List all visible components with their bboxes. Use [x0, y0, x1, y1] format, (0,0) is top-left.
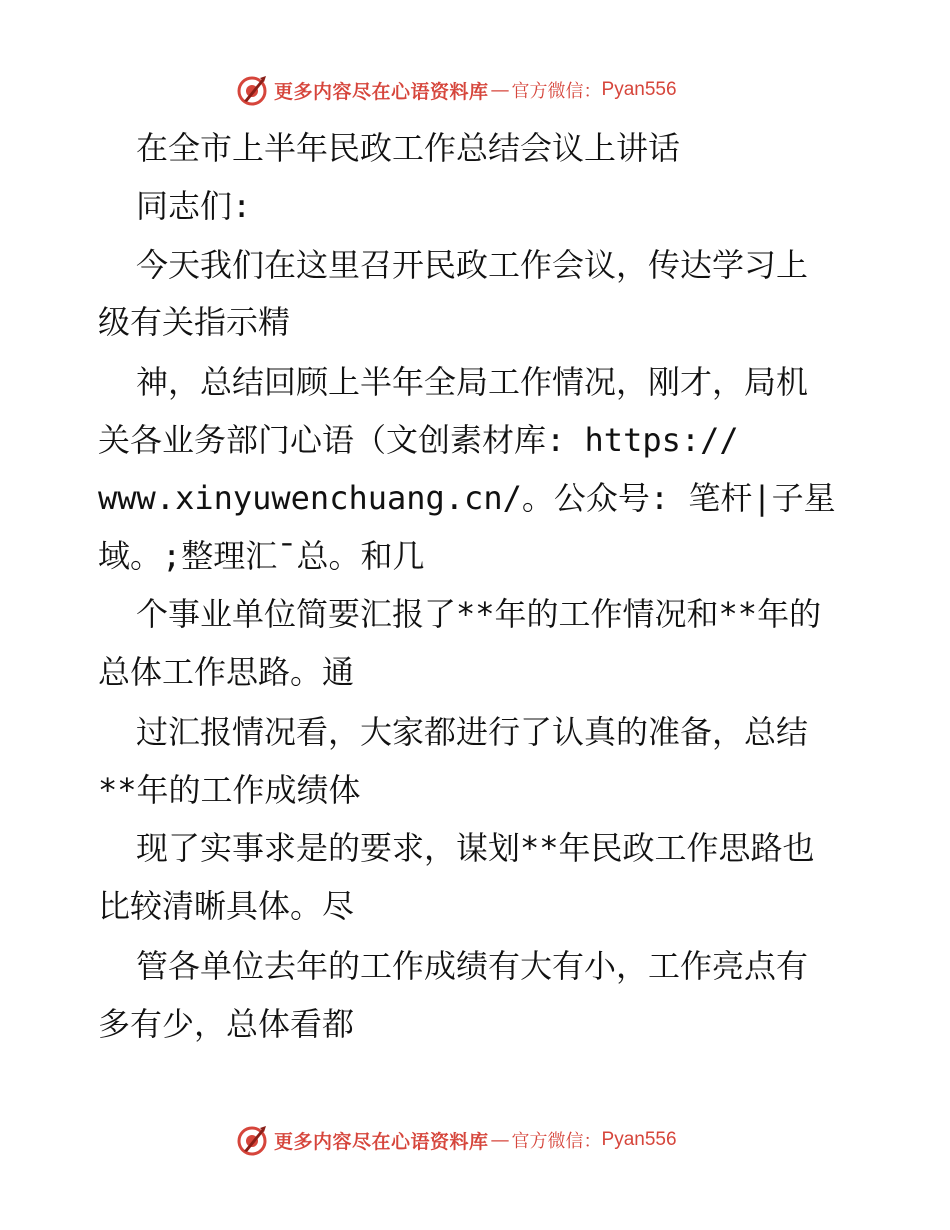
banner-wechat-label: 官方微信： [511, 1131, 602, 1152]
paragraph-line: 现了实事求是的要求，谋划**年民政工作思路也 [136, 829, 815, 867]
paragraph-line: 总体工作思路。通 [98, 653, 355, 691]
paragraph-line: www.xinyuwenchuang.cn/。公众号: 笔杆|子星 [98, 479, 836, 517]
paragraph-line: 比较清晰具体。尽 [98, 887, 355, 925]
paragraph-line: 域。;整理汇¯总。和几 [98, 537, 425, 575]
paragraph-line: 关各业务部门心语（文创素材库: https:// [98, 421, 739, 459]
paragraph-line: 管各单位去年的工作成绩有大有小，工作亮点有 [136, 947, 809, 985]
salutation: 同志们: [136, 187, 252, 225]
banner-wechat-label: 官方微信： [511, 81, 602, 102]
paragraph-line: 多有少，总体看都 [98, 1005, 355, 1043]
banner-title: 更多内容尽在心语资料库 [274, 80, 489, 103]
paragraph-line: **年的工作成绩体 [98, 771, 361, 809]
header-banner [236, 72, 716, 108]
paragraph-line: 今天我们在这里召开民政工作会议，传达学习上 [136, 246, 809, 284]
banner-dash: — [490, 1129, 510, 1151]
banner-wechat-handle: Pyan556 [601, 79, 677, 100]
paragraph-line: 级有关指示精 [98, 303, 291, 341]
banner-dash: — [490, 79, 510, 101]
paragraph-line: 个事业单位简要汇报了**年的工作情况和**年的 [136, 595, 822, 633]
banner-wechat-handle: Pyan556 [601, 1129, 677, 1150]
banner-title: 更多内容尽在心语资料库 [274, 1130, 489, 1153]
quill-seal-icon [236, 1124, 268, 1156]
paragraph-line: 神，总结回顾上半年全局工作情况，刚才，局机 [136, 363, 809, 401]
quill-seal-icon [236, 74, 268, 106]
footer-banner [236, 1122, 716, 1158]
document-title: 在全市上半年民政工作总结会议上讲话 [136, 129, 681, 167]
paragraph-line: 过汇报情况看，大家都进行了认真的准备，总结 [136, 713, 809, 751]
